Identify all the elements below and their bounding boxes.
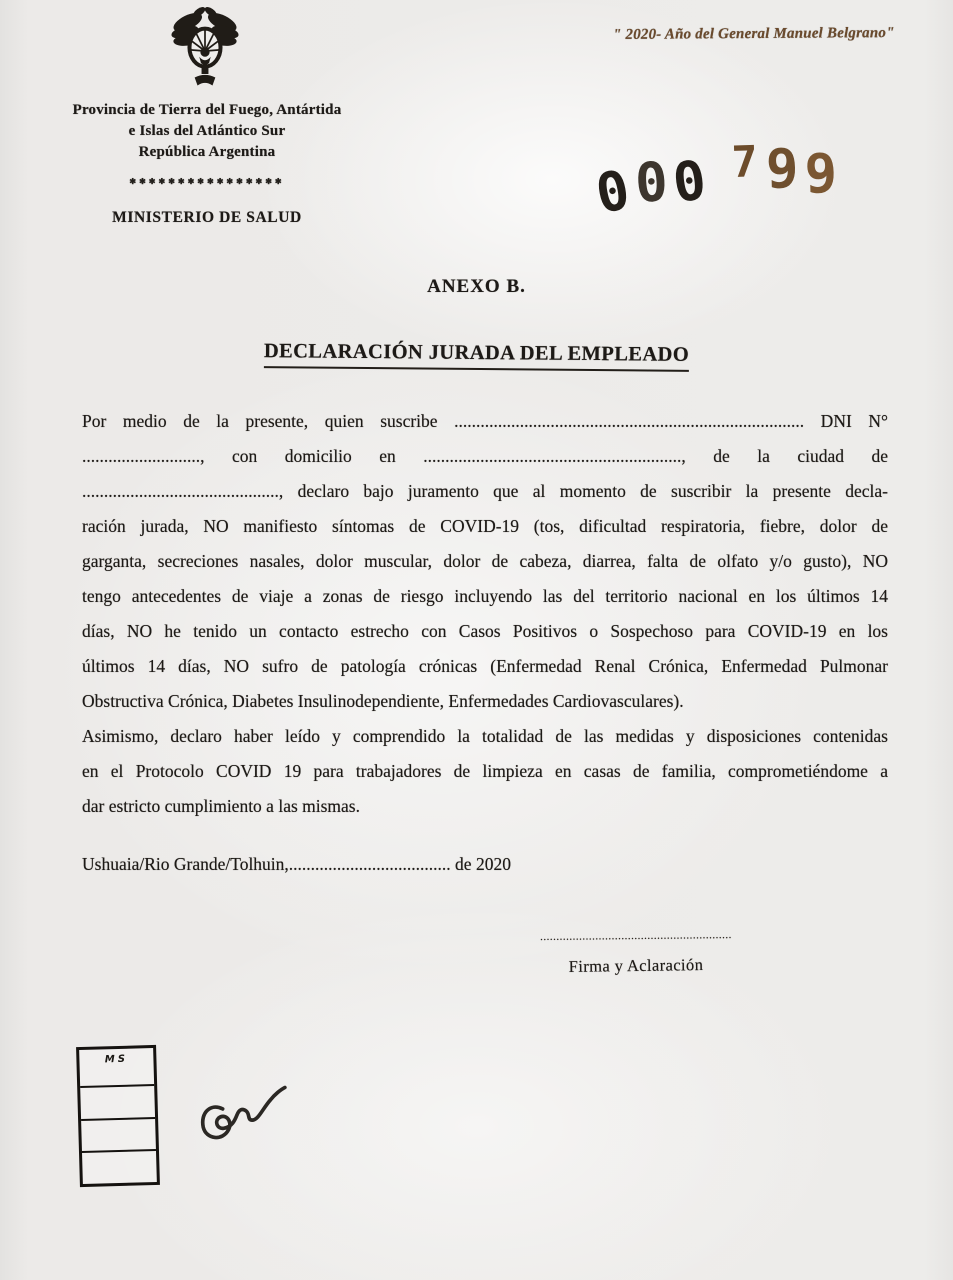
registry-grid-label: MS	[104, 1053, 129, 1066]
stamp-digit: 9	[765, 136, 806, 201]
stamp-digit: 0	[590, 156, 641, 226]
province-line-1: Provincia de Tierra del Fuego, Antártida	[72, 102, 342, 118]
ministry-name: MINISTERIO DE SALUD	[112, 209, 302, 226]
registry-grid	[76, 1045, 160, 1187]
registry-grid-row	[82, 1149, 157, 1184]
date-line: Ushuaia/Rio Grande/Tolhuin,..................................... de 2020	[82, 854, 511, 874]
paragraph-line: ración jurada, NO manifiesto síntomas de COVID-19 (tos, dificultad respiratoria, fiebre, dolor de	[82, 516, 888, 536]
paragraph-line: ............................................., declaro bajo juramento que al momento de suscribir la presente decla-	[82, 481, 888, 501]
signature-dotted-line: ...........................................................	[540, 928, 732, 944]
signature-scribble-icon	[190, 1074, 292, 1154]
registry-grid-row	[80, 1084, 155, 1119]
paragraph-line: garganta, secreciones nasales, dolor muscular, dolor de cabeza, diarrea, falta de olfato y/o gusto), NO	[82, 551, 888, 571]
paragraph-line: tengo antecedentes de viaje a zonas de riesgo incluyendo las del territorio nacional en los últimos 14	[82, 586, 888, 606]
paragraph-line: días, NO he tenido un contacto estrecho con Casos Positivos o Sospechoso para COVID-19 en los	[82, 621, 888, 641]
paragraph-line: dar estricto cumplimiento a las mismas.	[82, 796, 360, 816]
declaration-body	[82, 404, 888, 824]
stamp-digit: 0	[632, 149, 676, 215]
year-motto: " 2020- Año del General Manuel Belgrano"	[613, 25, 896, 43]
registry-grid-row	[81, 1116, 156, 1151]
stamp-digit: 0	[669, 147, 716, 216]
stars-separator: ✱✱✱✱✱✱✱✱✱✱✱✱✱✱✱✱	[129, 177, 285, 186]
paragraph-line: Por medio de la presente, quien suscribe ................................................................................ DNI N°	[82, 411, 888, 431]
paragraph-line: últimos 14 días, NO sufro de patología crónicas (Enfermedad Renal Crónica, Enfermedad Pulmonar	[82, 656, 888, 676]
paragraph-line: Obstructiva Crónica, Diabetes Insulinodependiente, Enfermedades Cardiovasculares).	[82, 691, 684, 711]
province-line-2: e Islas del Atlántico Sur	[128, 123, 286, 139]
paragraph-line: Asimismo, declaro haber leído y comprendido la totalidad de las medidas y disposiciones contenidas	[82, 726, 888, 746]
signature-label: Firma y Aclaración	[568, 955, 704, 976]
province-line-3: República Argentina	[138, 144, 276, 160]
document-title: DECLARACIÓN JURADA DEL EMPLEADO	[264, 340, 690, 372]
paragraph-line: ..........................., con domicilio en ..........................................................., de la ciudad de	[82, 446, 888, 466]
document-title-wrap	[0, 338, 953, 374]
annex-heading: ANEXO B.	[427, 276, 526, 297]
stamp-digit: 9	[803, 141, 845, 206]
stamp-number	[590, 136, 845, 226]
paragraph-line: en el Protocolo COVID 19 para trabajadores de limpieza en casas de familia, comprometiéndome a	[82, 761, 888, 781]
stamp-digit: 7	[730, 136, 763, 188]
coat-of-arms-icon	[150, 5, 260, 97]
header-organization	[52, 100, 362, 228]
